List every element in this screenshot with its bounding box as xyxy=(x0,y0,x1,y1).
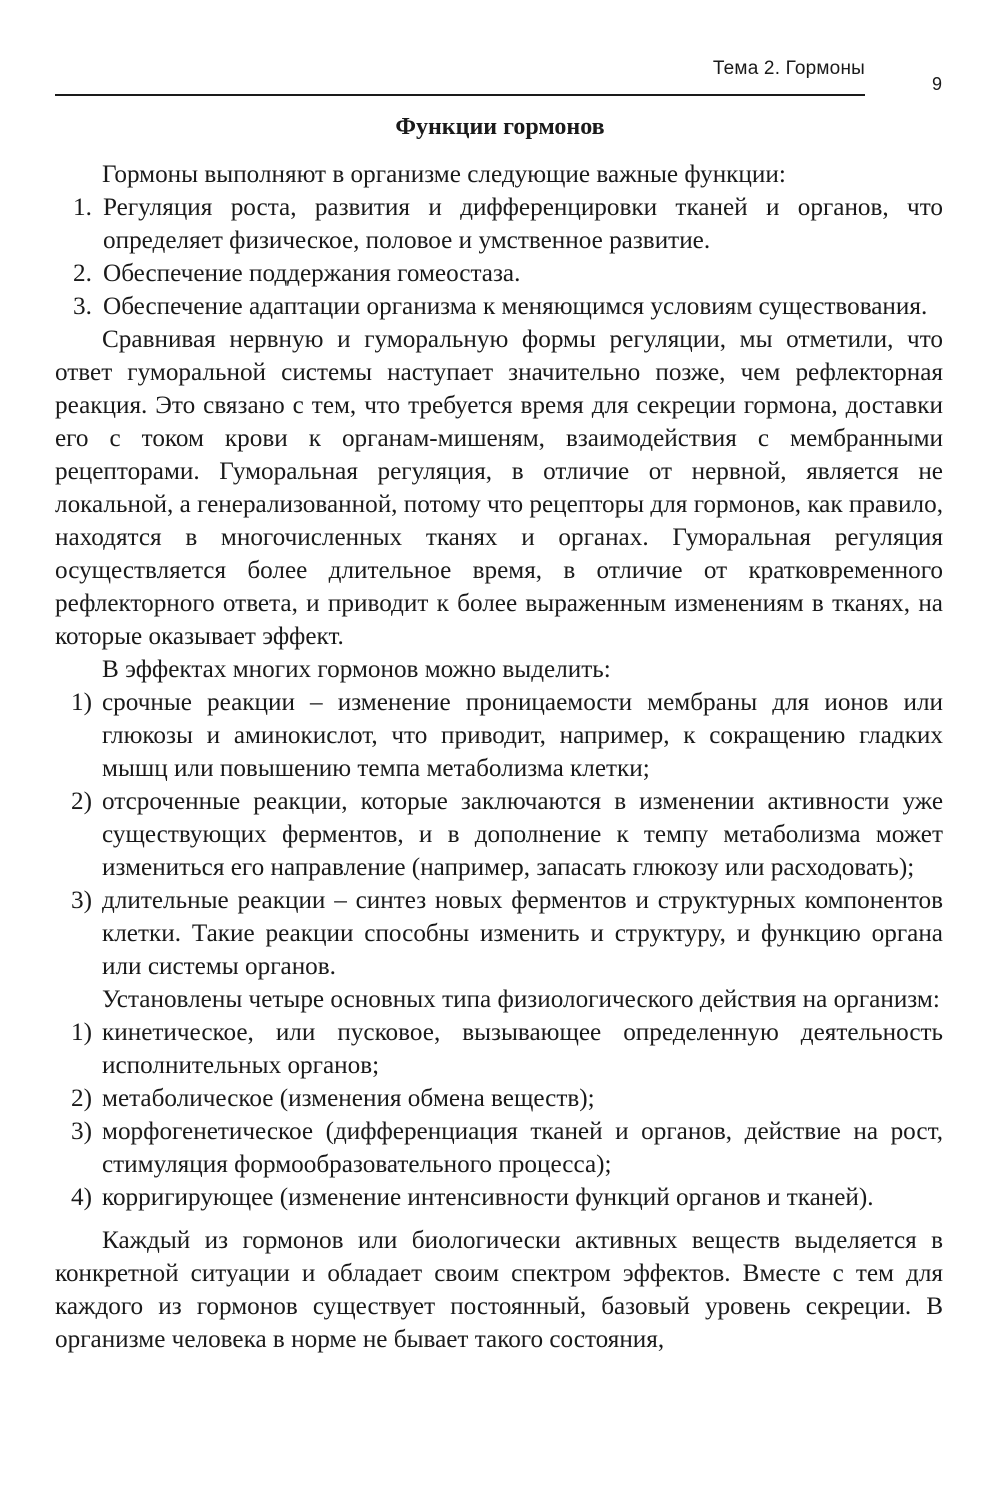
list-item-text: кинетическое, или пусковое, вызывающее определенную деятельность исполнительных органов; xyxy=(102,1019,943,1079)
list-marker: 3) xyxy=(71,887,92,914)
list-item xyxy=(55,257,943,290)
list-item-text: отсроченные реакции, которые заключаются в изменении активности уже существующих ферментов, и в дополнение к темпу метаболизма может измениться его направление (например, запасать глюкозу или расходовать); xyxy=(102,788,943,881)
list-marker: 3) xyxy=(71,1118,92,1145)
list-item xyxy=(55,1115,943,1181)
list-marker: 1. xyxy=(73,194,92,221)
effects-list xyxy=(55,686,943,983)
types-intro: Установлены четыре основных типа физиологического действия на организм: xyxy=(102,986,940,1013)
running-head-title: Тема 2. Гормоны xyxy=(712,58,865,79)
list-marker: 2. xyxy=(73,260,92,287)
list-item-text: Регуляция роста, развития и дифференцировки тканей и органов, что определяет физическое, половое и умственное развитие. xyxy=(103,194,943,254)
final-paragraph: Каждый из гормонов или биологически активных веществ выделяется в конкретной ситуации и обладает своим спектром эффектов. Вместе с тем для каждого из гормонов существует постоянный, базовый уровень секреции. В организме человека в норме не бывает такого состояния, xyxy=(55,1227,943,1353)
list-marker: 1) xyxy=(71,1019,92,1046)
list-item-text: Обеспечение поддержания гомеостаза. xyxy=(103,260,521,287)
list-item-text: Обеспечение адаптации организма к меняющимся условиям существования. xyxy=(103,293,928,320)
functions-list xyxy=(55,191,943,323)
page-number: 9 xyxy=(932,74,943,94)
list-item xyxy=(55,290,943,323)
list-item xyxy=(55,1016,943,1082)
running-head xyxy=(55,58,865,96)
list-item-text: метаболическое (изменения обмена веществ); xyxy=(102,1085,595,1112)
list-marker: 3. xyxy=(73,293,92,320)
list-item xyxy=(55,1082,943,1115)
list-item xyxy=(55,884,943,983)
effects-intro: В эффектах многих гормонов можно выделить: xyxy=(102,656,611,683)
list-item-text: морфогенетическое (дифференциация тканей и органов, действие на рост, стимуляция формообразовательного процесса); xyxy=(102,1118,943,1178)
list-marker: 4) xyxy=(71,1184,92,1211)
list-item xyxy=(55,1181,943,1214)
list-item-text: срочные реакции – изменение проницаемости мембраны для ионов или глюкозы и аминокислот, что приводит, например, к сокращению гладких мышц или повышению темпа метаболизма клетки; xyxy=(102,689,943,782)
list-marker: 2) xyxy=(71,788,92,815)
comparison-paragraph: Сравнивая нервную и гуморальную формы регуляции, мы отметили, что ответ гуморальной системы наступает значительно позже, чем рефлекторная реакция. Это связано с тем, что требуется время для секреции гормона, доставки его с током крови к органам-мишеням, взаимодействия с мембранными рецепторами. Гуморальная регуляция, в отличие от нервной, является не локальной, а генерализованной, потому что рецепторы для гормонов, как правило, находятся в многочисленных тканях и органах. Гуморальная регуляция осуществляется более длительное время, в отличие от кратковременного рефлекторного ответа, и приводит к более выраженным изменениям в тканях, на которые оказывает эффект. xyxy=(55,326,943,650)
spacer xyxy=(55,1214,943,1224)
list-marker: 1) xyxy=(71,689,92,716)
section-title: Функции гормонов xyxy=(395,114,605,140)
list-marker: 2) xyxy=(71,1085,92,1112)
list-item-text: длительные реакции – синтез новых ферментов и структурных компонентов клетки. Такие реакции способны изменить и структуру, и функцию органа или системы органов. xyxy=(102,887,943,980)
list-item-text: корригирующее (изменение интенсивности функций органов и тканей). xyxy=(102,1184,874,1211)
list-item xyxy=(55,686,943,785)
list-item xyxy=(55,785,943,884)
page-body xyxy=(55,158,943,1356)
types-list xyxy=(55,1016,943,1214)
list-item xyxy=(55,191,943,257)
intro-paragraph: Гормоны выполняют в организме следующие важные функции: xyxy=(102,161,786,188)
